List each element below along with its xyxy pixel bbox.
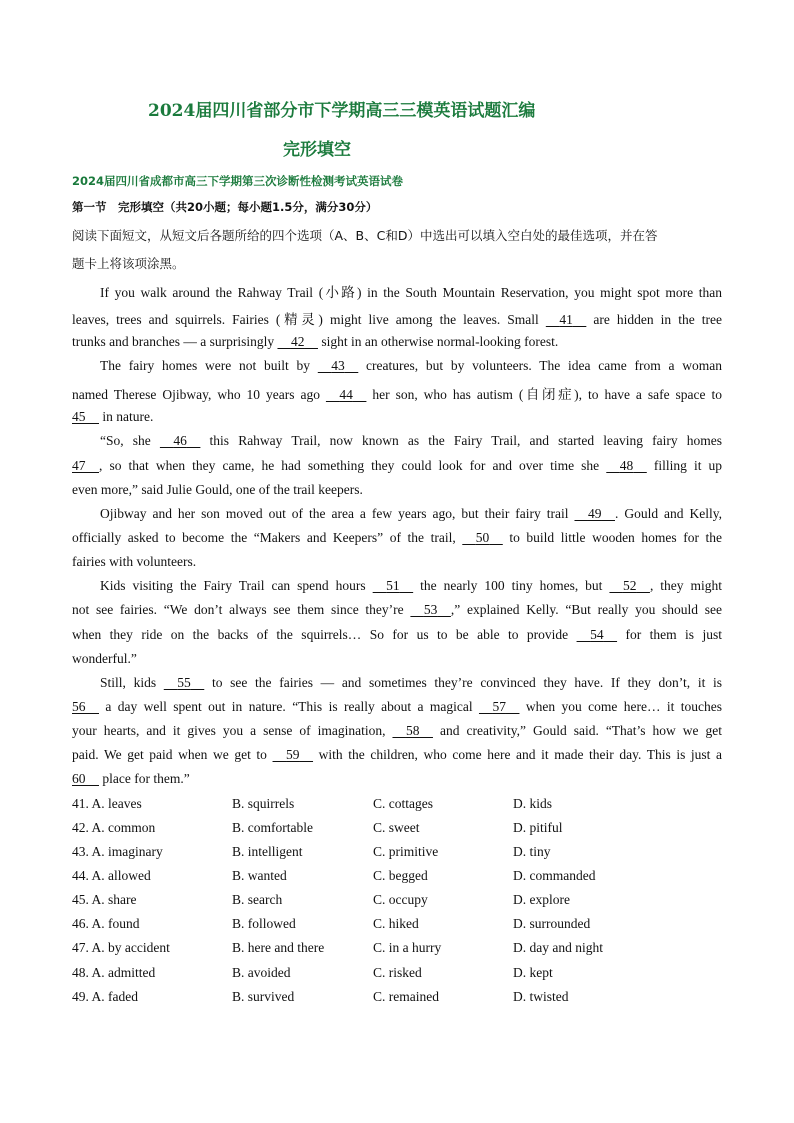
option-d: D. commanded [513, 868, 596, 883]
passage-text: sight in an otherwise normal-looking forest. [321, 334, 559, 349]
passage-text: paid. We get paid when we get to [72, 747, 267, 762]
passage-line [72, 530, 722, 546]
blank-45: 45 [72, 409, 86, 424]
passage-text: a day well spent out in nature. “This is really about a magical [105, 699, 473, 714]
passage-line [100, 358, 722, 374]
passage-text: place for them.” [102, 771, 190, 786]
passage-text: and creativity,” Gould said. “That’s how we get [439, 723, 723, 738]
option-d: D. tiny [513, 844, 551, 859]
passage-text: when they ride on the backs of the squirrels… So for us to be able to provide [72, 627, 569, 642]
passage-text: officially asked to become the “Makers and Keepers” of the trail, [72, 530, 456, 545]
passage-line [72, 747, 722, 763]
option-b: B. intelligent [232, 844, 303, 859]
passage-line [72, 699, 722, 715]
passage-line [100, 675, 722, 691]
passage-text: this Rahway Trail, now known as the Fairy Trail, and started leaving fairy homes [209, 433, 723, 448]
option-c: C. hiked [373, 916, 419, 931]
option-d: D. kept [513, 965, 553, 980]
passage-text: when you come here… it touches [525, 699, 722, 714]
passage-text: for them is just [625, 627, 722, 642]
blank-59: 59 [286, 747, 300, 762]
option-c: C. in a hurry [373, 940, 442, 955]
passage-line [72, 308, 722, 328]
passage-text: named Therese Ojibway, who 10 years ago [72, 387, 320, 402]
passage-line [100, 578, 722, 594]
passage-text: your hearts, and it gives you a sense of imagination, [72, 723, 386, 738]
passage-line [100, 433, 722, 449]
passage-text: . Gould and Kelly, [614, 506, 723, 521]
blank-56: 56 [72, 699, 86, 714]
passage-line [72, 627, 722, 643]
blank-43: 43 [331, 358, 345, 373]
blank-52: 52 [622, 578, 637, 593]
passage-line [72, 334, 722, 350]
blank-50: 50 [475, 530, 490, 545]
document-title: 2024届四川省部分市下学期高三三模英语试题汇编 [148, 101, 536, 121]
passage-text: Ojibway and her son moved out of the area a few years ago, but their fairy trail [100, 506, 569, 521]
option-d: D. pitiful [513, 820, 563, 835]
exam-name: 2024届四川省成都市高三下学期第三次诊断性检测考试英语试卷 [72, 174, 404, 188]
blank-47: 47 [72, 458, 86, 473]
option-a: 45. A. share [72, 892, 137, 907]
passage-text: leaves, trees and squirrels. Fairies (精灵) might live among the leaves. Small [72, 312, 539, 327]
option-a: 43. A. imaginary [72, 844, 163, 859]
option-a: 42. A. common [72, 820, 156, 835]
instruction-line: 题卡上将该项涂黑。 [72, 256, 185, 271]
option-b: B. survived [232, 989, 295, 1004]
section-heading: 第一节 完形填空（共20小题；每小题1.5分，满分30分） [72, 200, 378, 214]
option-b: B. wanted [232, 868, 287, 883]
passage-text: filling it up [653, 458, 723, 473]
passage-text: to build little wooden homes for the [509, 530, 723, 545]
passage-line [72, 482, 722, 498]
passage-text: with the children, who come here and it made their day. This is just a [318, 747, 723, 762]
passage-text: not see fairies. “We don’t always see them since they’re [72, 602, 404, 617]
passage-text: creatures, but by volunteers. The idea came from a woman [366, 358, 723, 373]
option-a: 44. A. allowed [72, 868, 151, 883]
option-b: B. here and there [232, 940, 325, 955]
blank-57: 57 [492, 699, 506, 714]
passage-text: If you walk around the Rahway Trail (小路) in the South Mountain Reservation, you might spot more than [100, 285, 722, 300]
passage-line [72, 383, 722, 403]
passage-line [72, 651, 722, 667]
passage-line [72, 723, 722, 739]
passage-text: in nature. [102, 409, 154, 424]
option-c: C. remained [373, 989, 439, 1004]
option-a: 48. A. admitted [72, 965, 156, 980]
passage-text: to see the fairies — and sometimes they’re convinced they have. If they don’t, it is [211, 675, 723, 690]
option-a: 49. A. faded [72, 989, 138, 1004]
document-subtitle: 完形填空 [283, 140, 351, 160]
passage-line [72, 602, 722, 618]
passage-text: the nearly 100 tiny homes, but [420, 578, 603, 593]
blank-48: 48 [619, 458, 634, 473]
passage-text: are hidden in the tree [593, 312, 722, 327]
blank-51: 51 [386, 578, 400, 593]
passage-line [100, 506, 722, 522]
option-b: B. comfortable [232, 820, 313, 835]
blank-53: 53 [423, 602, 438, 617]
blank-58: 58 [405, 723, 420, 738]
option-d: D. day and night [513, 940, 603, 955]
blank-55: 55 [177, 675, 191, 690]
blank-46: 46 [173, 433, 187, 448]
option-c: C. cottages [373, 796, 433, 811]
option-d: D. kids [513, 796, 553, 811]
blank-54: 54 [590, 627, 604, 642]
option-a: 47. A. by accident [72, 940, 170, 955]
blank-42: 42 [290, 334, 305, 349]
option-a: 46. A. found [72, 916, 140, 931]
passage-line [72, 409, 722, 425]
option-c: C. sweet [373, 820, 420, 835]
passage-text: Kids visiting the Fairy Trail can spend hours [100, 578, 366, 593]
passage-text: her son, who has autism (自闭症), to have a safe space to [372, 387, 722, 402]
option-d: D. twisted [513, 989, 569, 1004]
passage-text: , so that when they came, he had something they could look for and over time she [99, 458, 600, 473]
option-b: B. search [232, 892, 283, 907]
passage-text: The fairy homes were not built by [100, 358, 311, 373]
passage-text: , they might [649, 578, 723, 593]
passage-text: Still, kids [100, 675, 157, 690]
option-d: D. explore [513, 892, 570, 907]
instruction-line: 阅读下面短文，从短文后各题所给的四个选项（A、B、C和D）中选出可以填入空白处的最佳选项，并在答 [72, 228, 658, 243]
passage-text: “So, she [100, 433, 151, 448]
option-b: B. followed [232, 916, 296, 931]
passage-text: even more,” said Julie Gould, one of the trail keepers. [72, 482, 363, 497]
passage-text: wonderful.” [72, 651, 137, 666]
passage-text: fairies with volunteers. [72, 554, 197, 569]
option-c: C. begged [373, 868, 428, 883]
option-c: C. primitive [373, 844, 439, 859]
passage-text: ,” explained Kelly. “But really you should see [450, 602, 723, 617]
passage-line [100, 281, 722, 301]
passage-text: trunks and branches — a surprisingly [72, 334, 275, 349]
option-c: C. risked [373, 965, 422, 980]
option-c: C. occupy [373, 892, 428, 907]
blank-44: 44 [339, 387, 353, 402]
passage-line [72, 771, 722, 787]
passage-line [72, 458, 722, 474]
option-b: B. avoided [232, 965, 291, 980]
option-d: D. surrounded [513, 916, 591, 931]
option-b: B. squirrels [232, 796, 295, 811]
blank-60: 60 [72, 771, 86, 786]
passage-line [72, 554, 722, 570]
option-a: 41. A. leaves [72, 796, 142, 811]
blank-41: 41 [559, 312, 573, 327]
blank-49: 49 [587, 506, 602, 521]
